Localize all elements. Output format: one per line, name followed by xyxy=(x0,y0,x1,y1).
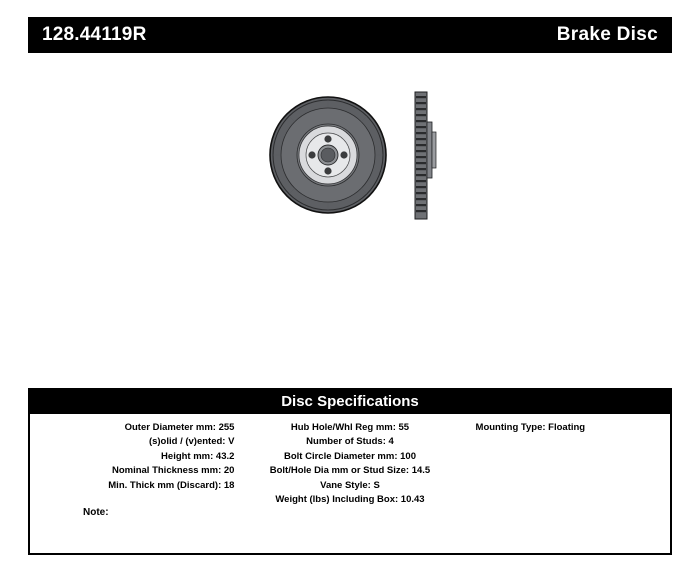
spec-section-title: Disc Specifications xyxy=(281,392,419,410)
spec-section-header xyxy=(28,388,672,414)
brake-disc-illustration xyxy=(256,80,466,240)
product-image-area xyxy=(28,60,672,380)
spec-item: Hub Hole/Whl Reg mm: 55 xyxy=(290,422,410,433)
spec-column-right xyxy=(458,421,672,507)
spec-item: Bolt/Hole Dia mm or Stud Size: 14.5 xyxy=(269,465,431,477)
spec-item: Height mm: 43.2 xyxy=(161,450,235,462)
spec-body xyxy=(28,414,672,554)
page-title: Brake Disc xyxy=(556,24,658,45)
spec-item: Outer Diameter mm: 255 xyxy=(124,422,235,433)
spec-item: Weight (lbs) Including Box: 10.43 xyxy=(275,494,425,506)
spec-item: Nominal Thickness mm: 20 xyxy=(111,465,235,477)
spec-item: Mounting Type: Floating xyxy=(475,422,586,433)
spec-column-middle xyxy=(242,421,457,507)
spec-item: Number of Studs: 4 xyxy=(306,436,394,448)
spec-column-left xyxy=(28,421,242,507)
spec-item: Vane Style: S xyxy=(320,479,380,491)
spec-item: Bolt Circle Diameter mm: 100 xyxy=(283,450,416,462)
right-border-rule xyxy=(670,414,672,555)
header-bar xyxy=(28,17,672,53)
left-border-rule xyxy=(28,414,30,555)
note-label: Note: xyxy=(83,507,109,518)
part-number: 128.44119R xyxy=(42,24,147,45)
spec-item: Min. Thick mm (Discard): 18 xyxy=(108,479,235,491)
spec-item: (s)olid / (v)ented: V xyxy=(148,436,235,448)
bottom-border-rule xyxy=(28,553,672,555)
